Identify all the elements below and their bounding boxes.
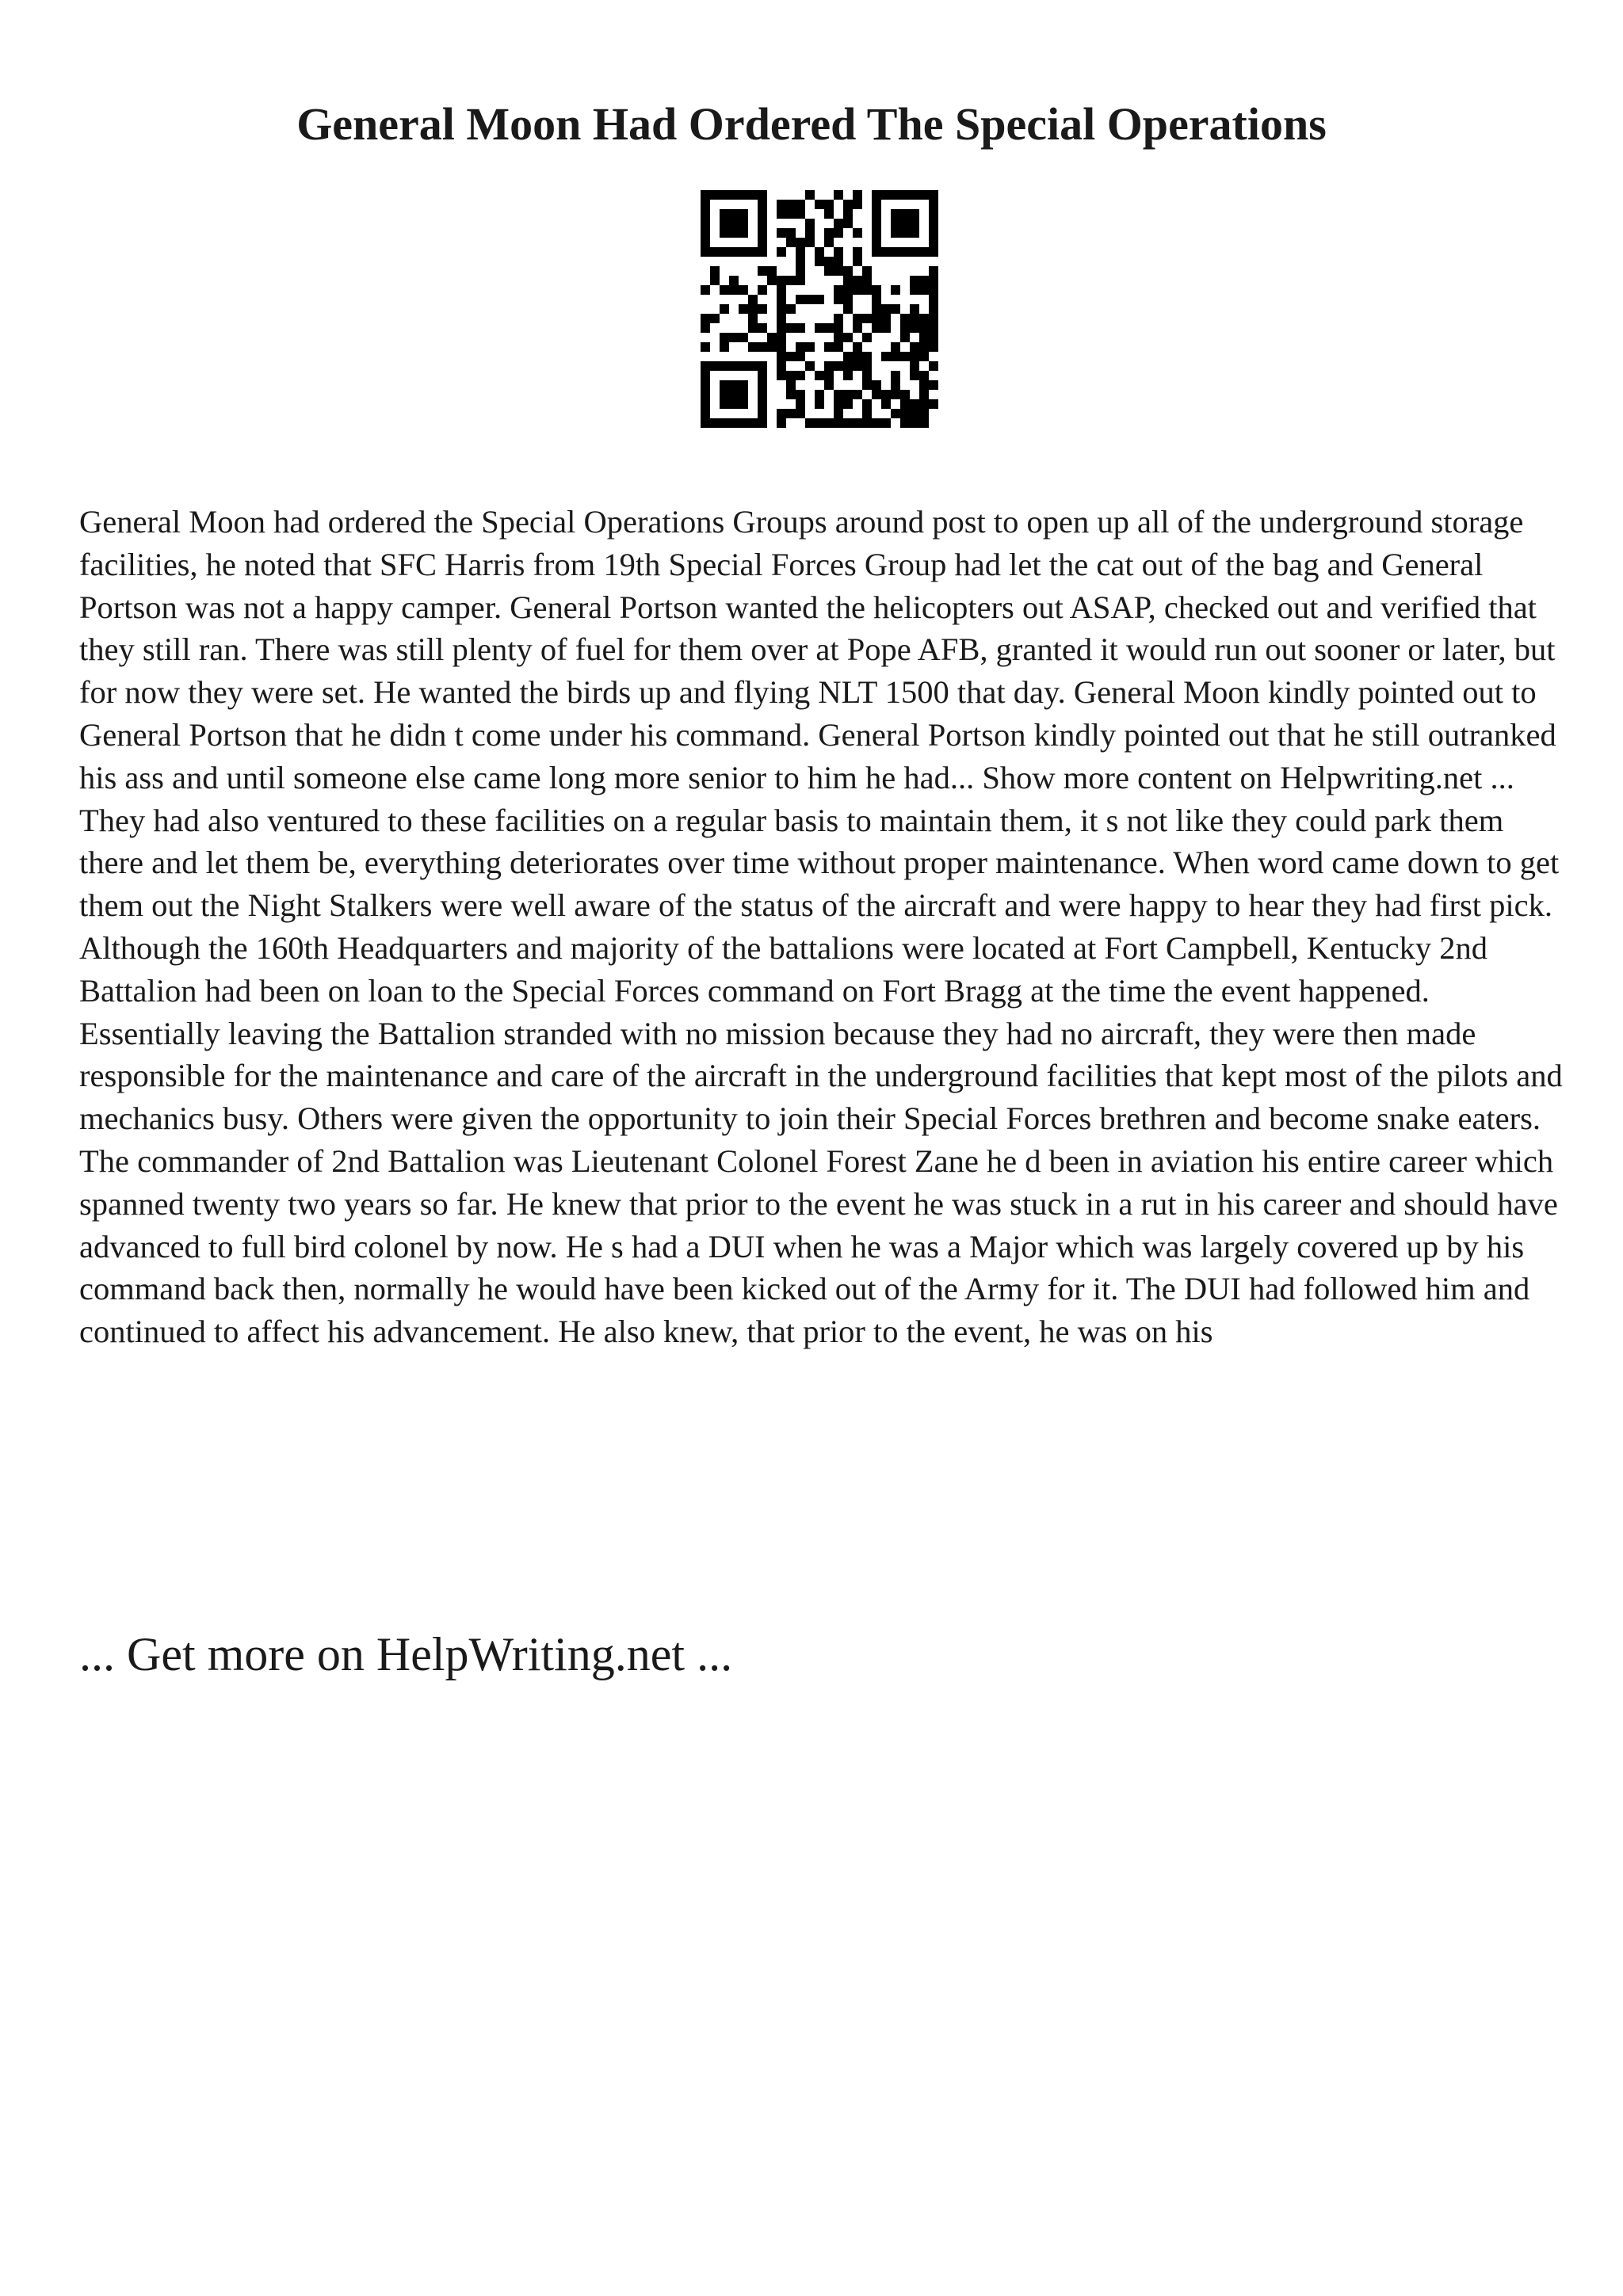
paragraph-1: General Moon had ordered the Special Operations Groups around post to open up all of the underground storage facilities, he noted that SFC Harris from 19th Special Forces Group had let the cat out of the bag and General Portson was not a happy camper. General Portson wanted the helicopters out ASAP, checked out and verified that they still ran. There was still plenty of fuel for them over at Pope AFB, granted it would run out sooner or later, but for now they were set. He wanted the birds up and flying NLT 1500 that day. General Moon kindly pointed out to General Portson that he didn t come under his command. General Portson kindly pointed out that he still outranked his ass and until someone else came long more senior to him he had... Show more content on Helpwriting.net ...	[79, 504, 1556, 795]
document-title: General Moon Had Ordered The Special Operations	[296, 98, 1327, 150]
document-body	[79, 501, 1569, 1353]
qr-code-icon	[701, 190, 938, 428]
paragraph-2: They had also ventured to these facilities on a regular basis to maintain them, it s not like they could park them there and let them be, everything deteriorates over time without proper maintenance. When word came down to get them out the Night Stalkers were well aware of the status of the aircraft and were happy to hear they had first pick. Although the 160th Headquarters and majority of the battalions were located at Fort Campbell, Kentucky 2nd Battalion had been on loan to the Special Forces command on Fort Bragg at the time the event happened. Essentially leaving the Battalion stranded with no mission because they had no aircraft, they were then made responsible for the maintenance and care of the aircraft in the underground facilities that kept most of the pilots and mechanics busy. Others were given the opportunity to join their Special Forces brethren and become snake eaters. The commander of 2nd Battalion was Lieutenant Colonel Forest Zane he d been in aviation his entire career which spanned twenty two years so far. He knew that prior to the event he was stuck in a rut in his career and should have advanced to full bird colonel by now. He s had a DUI when he was a Major which was largely covered up by his command back then, normally he would have been kicked out of the Army for it. The DUI had followed him and continued to affect his advancement. He also knew, that prior to the event, he was on his	[79, 802, 1563, 1350]
get-more-link[interactable]: ... Get more on HelpWriting.net ...	[79, 1628, 733, 1680]
